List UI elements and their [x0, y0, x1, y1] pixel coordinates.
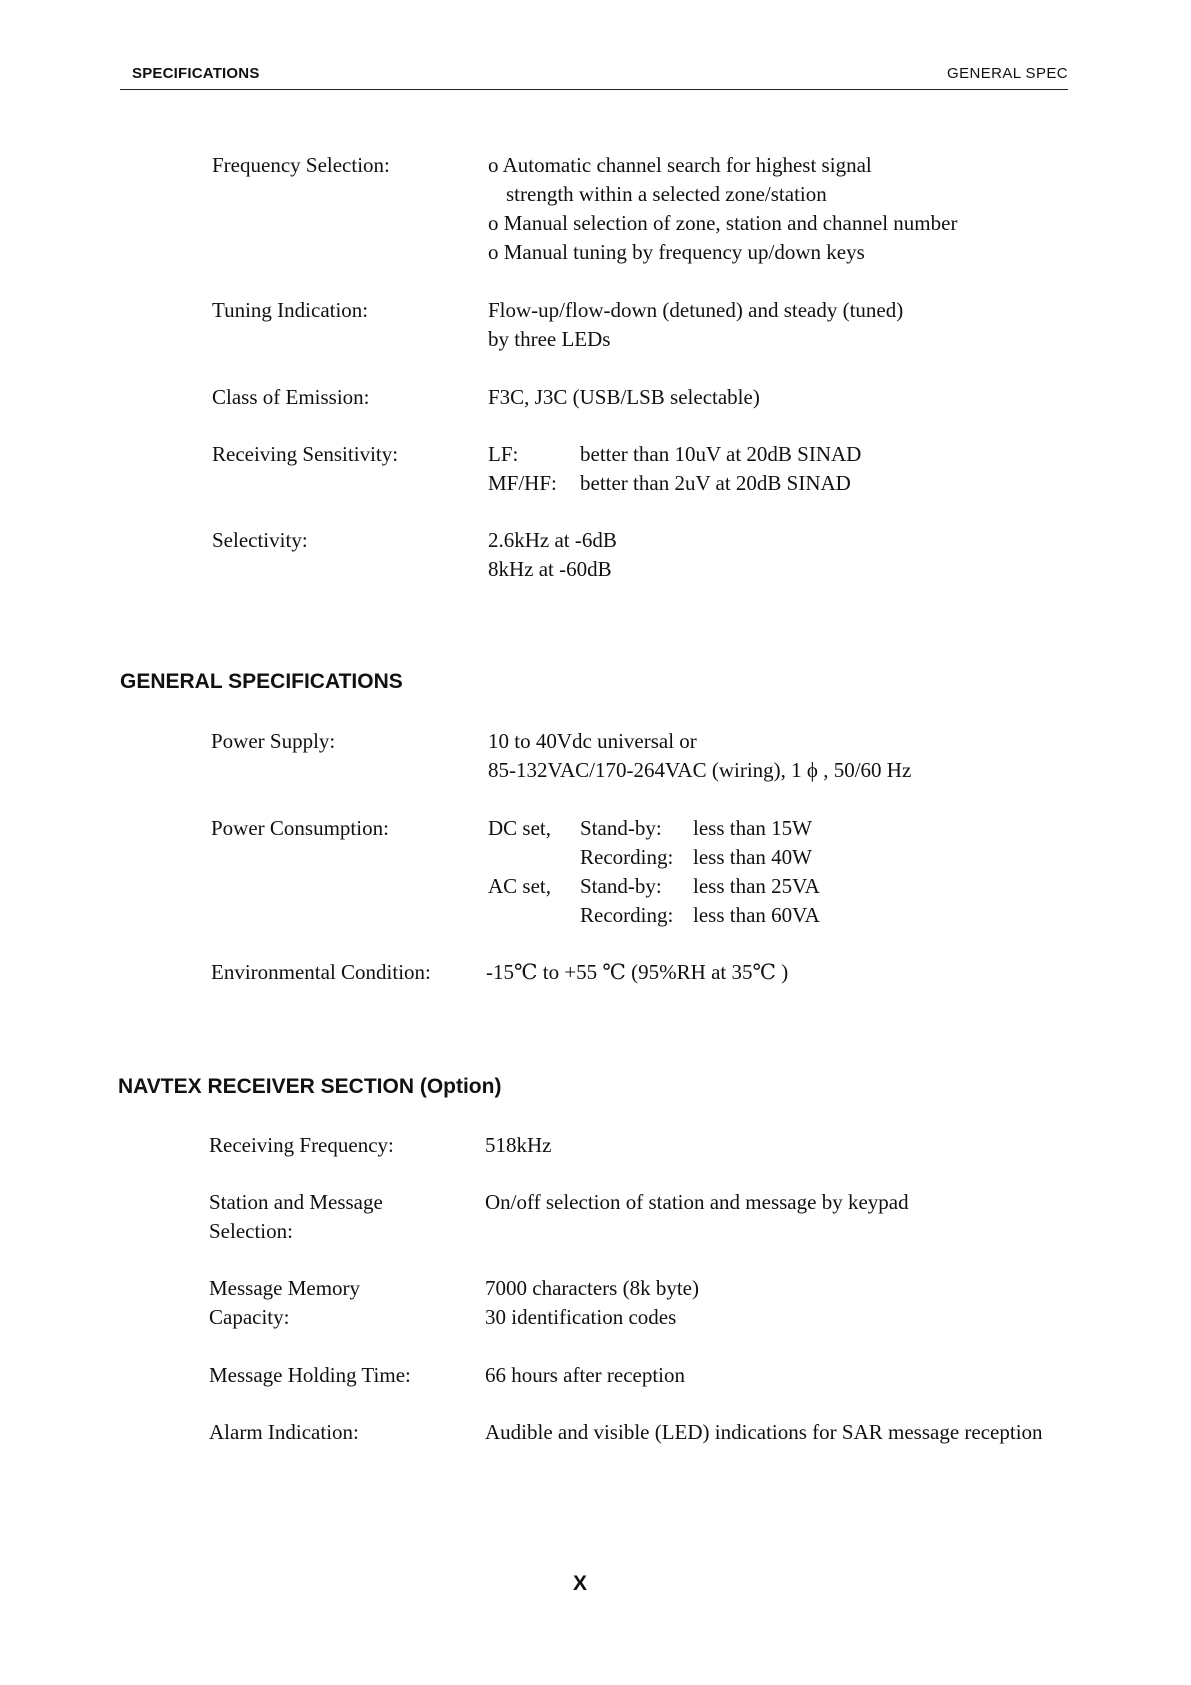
band-value: better than 10uV at 20dB SINAD — [580, 442, 862, 466]
spec-value — [486, 958, 1086, 987]
header-right-title: GENERAL SPEC — [947, 65, 1068, 82]
value-line: 2.6kHz at -6dB — [488, 528, 617, 552]
value-line: -15℃ to +55 ℃ (95%RH at 35℃ ) — [486, 960, 789, 984]
mode-label: Recording: — [580, 845, 674, 869]
value-line: On/off selection of station and message by keypad — [485, 1190, 909, 1214]
value-line: o Automatic channel search for highest signal — [488, 153, 872, 177]
spec-label: Power Supply: — [211, 729, 336, 753]
spec-value — [488, 526, 1088, 584]
spec-value — [485, 1188, 1085, 1217]
spec-label — [209, 1361, 469, 1390]
value-line: o Manual tuning by frequency up/down keys — [488, 240, 865, 264]
spec-label: Power Consumption: — [211, 816, 389, 840]
spec-value — [485, 1274, 1085, 1332]
spec-label: Frequency Selection: — [212, 153, 390, 177]
mode-label: Stand-by: — [580, 874, 662, 898]
sensitivity-table — [488, 440, 1088, 498]
set-label: AC set, — [488, 874, 551, 898]
consumption-value: less than 40W — [693, 845, 812, 869]
page-number: X — [572, 1572, 587, 1595]
label-line: Message Holding Time: — [209, 1363, 411, 1387]
set-label — [488, 901, 580, 930]
value-line: by three LEDs — [488, 327, 611, 351]
consumption-value: less than 25VA — [693, 874, 820, 898]
band-label: LF: — [488, 442, 519, 466]
value-line: 7000 characters (8k byte) — [485, 1276, 699, 1300]
band-value: better than 2uV at 20dB SINAD — [580, 471, 851, 495]
spec-label: Tuning Indication: — [212, 298, 369, 322]
label-line: Receiving Frequency: — [209, 1133, 394, 1157]
value-line: 66 hours after reception — [485, 1363, 686, 1387]
spec-label: Environmental Condition: — [211, 960, 431, 984]
header-left-title: SPECIFICATIONS — [132, 65, 260, 82]
mode-label: Stand-by: — [580, 816, 662, 840]
spec-label: Receiving Sensitivity: — [212, 442, 399, 466]
value-line: 8kHz at -60dB — [488, 557, 612, 581]
spec-label: Selectivity: — [212, 528, 308, 552]
value-line: o Manual selection of zone, station and channel number — [488, 211, 958, 235]
spec-label — [209, 1188, 469, 1246]
band-label: MF/HF: — [488, 471, 557, 495]
set-label: DC set, — [488, 816, 551, 840]
consumption-value: less than 15W — [693, 816, 812, 840]
spec-value — [488, 296, 1088, 354]
value-line: Flow-up/flow-down (detuned) and steady (tuned) — [488, 298, 904, 322]
spec-value — [485, 1361, 1085, 1390]
value-line: 85-132VAC/170-264VAC (wiring), 1 ϕ , 50/60 Hz — [488, 758, 912, 782]
value-line: 30 identification codes — [485, 1305, 677, 1329]
value-line: 518kHz — [485, 1133, 552, 1157]
value-line: strength within a selected zone/station — [506, 182, 827, 206]
label-line: Message Memory — [209, 1276, 361, 1300]
spec-label — [209, 1418, 469, 1447]
value-line: 10 to 40Vdc universal or — [488, 729, 697, 753]
label-line: Selection: — [209, 1219, 293, 1243]
consumption-value: less than 60VA — [693, 903, 820, 927]
set-label — [488, 843, 580, 872]
alarm-indication-text: Audible and visible (LED) indications for SAR message reception — [485, 1420, 1043, 1444]
spec-label — [209, 1131, 469, 1160]
running-header — [120, 63, 1068, 90]
label-line: Station and Message — [209, 1190, 383, 1214]
power-consumption-table — [488, 814, 1088, 930]
spec-value — [485, 1131, 1085, 1160]
section-heading-general: GENERAL SPECIFICATIONS — [120, 670, 403, 693]
section-heading-navtex: NAVTEX RECEIVER SECTION (Option) — [118, 1075, 502, 1098]
spec-label: Class of Emission: — [212, 385, 370, 409]
spec-value — [488, 727, 1088, 785]
spec-value — [488, 383, 1088, 412]
spec-label — [209, 1274, 469, 1332]
value-line: F3C, J3C (USB/LSB selectable) — [488, 385, 760, 409]
label-line: Alarm Indication: — [209, 1420, 359, 1444]
mode-label: Recording: — [580, 903, 674, 927]
spec-value — [488, 151, 1088, 267]
label-line: Capacity: — [209, 1305, 290, 1329]
